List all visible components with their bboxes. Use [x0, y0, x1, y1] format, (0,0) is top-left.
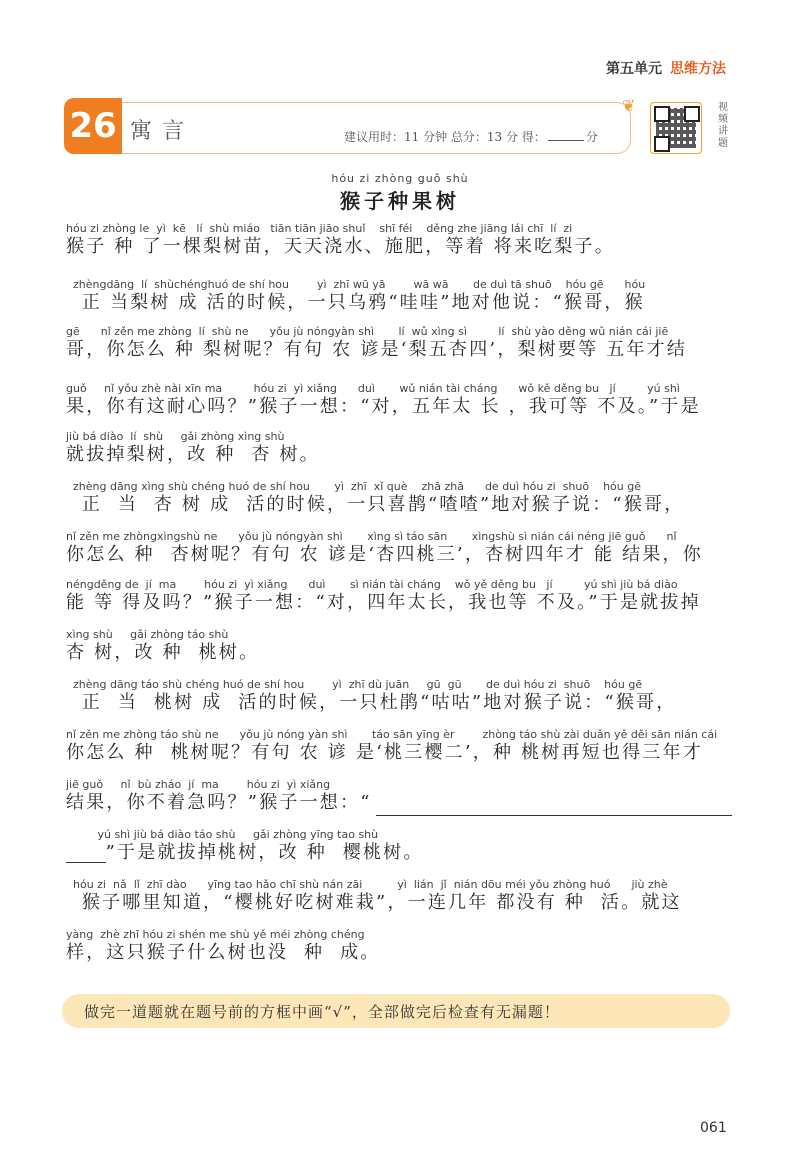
- story-line-text: 猴子 种 了一棵梨树苗，天天浇水、施肥，等着 将来吃梨子。: [66, 236, 615, 257]
- story-line-pinyin: yú shì jiù bá diào táo shù gǎi zhòng yīng tao shù: [66, 828, 379, 841]
- page-number: 061: [700, 1120, 727, 1136]
- story-line-pinyin: xìng shù gǎi zhòng táo shù: [66, 628, 229, 641]
- story-line-text: 样，这只猴子什么树也没 种 成。: [66, 942, 381, 963]
- story-line-pinyin: hóu zi zhòng le yì kē lí shù miáo tiān tiān jiāo shuǐ shī féi děng zhe jiāng lái chī lí zi: [66, 222, 573, 235]
- story-line: [66, 878, 734, 914]
- story-line: [66, 430, 734, 466]
- story-line-text: 结果，你不着急吗？”猴子一想：“: [66, 792, 372, 813]
- qr-corner: [654, 106, 670, 122]
- sprout-icon: ❦: [622, 96, 636, 115]
- story-line: [66, 382, 734, 418]
- story-line-text: 你怎么 种 桃树呢？有句 农 谚 是‘桃三樱二’，种 桃树再短也得三年才: [66, 742, 703, 763]
- story-line-text: 正 当 杏 树 成 活的时候，一只喜鹊“喳喳”地对猴子说：“猴哥，: [66, 494, 685, 515]
- story-line-pinyin: gē nǐ zěn me zhòng lí shù ne yǒu jù nóngyàn shì lí wǔ xìng sì lí shù yào děng wǔ nián cái jiē: [66, 325, 669, 338]
- story-line-pinyin: néngděng de jí ma hóu zi yì xiǎng duì sì nián tài cháng wǒ yě děng bu jí yú shì jiù bá diào: [66, 578, 678, 591]
- story-line-pinyin: nǐ zěn me zhòngxìngshù ne yǒu jù nóngyàn shì xìng sì táo sān xìngshù sì nián cái néng jiē guǒ nǐ: [66, 530, 677, 543]
- story-line-pinyin: yàng zhè zhī hóu zi shén me shù yě méi zhòng chéng: [66, 928, 365, 941]
- story-line-text: 正 当梨树 成 活的时候，一只乌鸦“哇哇”地对他说：“猴哥，猴: [66, 292, 645, 313]
- lesson-meta: [344, 128, 598, 145]
- story-line: [66, 728, 734, 764]
- story-line: [66, 530, 734, 566]
- story-line: [66, 578, 734, 614]
- lesson-title: 寓言: [130, 119, 195, 144]
- story-line-pinyin: jiē guǒ nǐ bù zháo jí ma hóu zi yì xiǎng: [66, 778, 331, 791]
- story-line-pinyin: jiù bá diào lí shù gǎi zhòng xìng shù: [66, 430, 285, 443]
- answer-blank-line[interactable]: [376, 815, 732, 816]
- story-line-text: 杏 树，改 种 桃树。: [66, 642, 260, 663]
- story-line: [66, 628, 734, 664]
- qr-corner: [654, 136, 670, 152]
- unit-theme: 思维方法: [670, 61, 726, 77]
- story-line-pinyin: zhèng dāng táo shù chéng huó de shí hou yì zhī dù juān gū gū de duì hóu zi shuō hóu gē: [66, 678, 643, 691]
- story-line-text: 正 当 桃树 成 活的时候，一只杜鹃“咕咕”地对猴子说：“猴哥，: [66, 692, 677, 713]
- unit-label: 第五单元: [606, 61, 662, 77]
- story-line-text: 果，你有这耐心吗？”猴子一想：“对，五年太 长 ，我可等 不及。”于是: [66, 396, 701, 417]
- qr-label: 视频讲题: [718, 102, 728, 149]
- story-line: [66, 278, 734, 314]
- story-line: [66, 678, 734, 714]
- qr-code-icon[interactable]: [650, 102, 702, 154]
- lesson-meta-text: 建议用时：11 分钟 总分：13 分 得：: [344, 130, 546, 144]
- story-line: [66, 778, 734, 814]
- lesson-number: 26: [64, 98, 122, 154]
- story-line-pinyin: hóu zi nǎ lǐ zhī dào yīng tao hǎo chī shù nán zāi yì lián jǐ nián dōu méi yǒu zhòng huó jiù zhè: [66, 878, 668, 891]
- story-line-pinyin: zhèng dāng xìng shù chéng huó de shí hou yì zhī xǐ què zhā zhā de duì hóu zi shuō hóu gē: [66, 480, 642, 493]
- story-title-block: [0, 172, 800, 214]
- story-line: [66, 828, 734, 864]
- story-line-text: 你怎么 种 杏树呢？有句 农 谚是‘杏四桃三’，杏树四年才 能 结果，你: [66, 544, 703, 565]
- story-line: [66, 480, 734, 516]
- score-blank: [548, 140, 584, 141]
- story-line-pinyin: guǒ nǐ yǒu zhè nài xīn ma hóu zi yì xiǎng duì wǔ nián tài cháng wǒ kě děng bu jí yú shì: [66, 382, 680, 395]
- lesson-meta-unit: 分: [585, 130, 598, 144]
- unit-header: [606, 58, 726, 78]
- story-line-text: 猴子哪里知道，“樱桃好吃树难栽”，一连几年 都没有 种 活。就这: [66, 892, 682, 913]
- story-title: 猴子种果树: [340, 189, 460, 213]
- story-line: [66, 325, 734, 361]
- story-line-text: 就拔掉梨树，改 种 杏 树。: [66, 444, 320, 465]
- story-title-pinyin: hóu zi zhòng guǒ shù: [331, 172, 469, 185]
- story-line: [66, 222, 734, 258]
- story-line: [66, 928, 734, 964]
- story-line-text: ”于是就拔掉桃树，改 种 樱桃树。: [66, 842, 424, 863]
- answer-blank-line-continued[interactable]: [66, 862, 106, 863]
- story-line-pinyin: zhèngdāng lí shùchénghuó de shí hou yì zhī wū yā wā wā de duì tā shuō hóu gē hóu: [66, 278, 646, 291]
- story-line-text: 哥，你怎么 种 梨树呢？有句 农 谚是‘梨五杏四’，梨树要等 五年才结: [66, 339, 688, 360]
- footer-note: 做完一道题就在题号前的方框中画“√”，全部做完后检查有无漏题！: [84, 1003, 560, 1021]
- qr-corner: [684, 106, 700, 122]
- story-line-pinyin: nǐ zěn me zhòng táo shù ne yǒu jù nóng yàn shì táo sān yīng èr zhòng táo shù zài duǎn yě děi sān nián cái: [66, 728, 718, 741]
- story-line-text: 能 等 得及吗？”猴子一想：“对，四年太长，我也等 不及。”于是就拔掉: [66, 592, 701, 613]
